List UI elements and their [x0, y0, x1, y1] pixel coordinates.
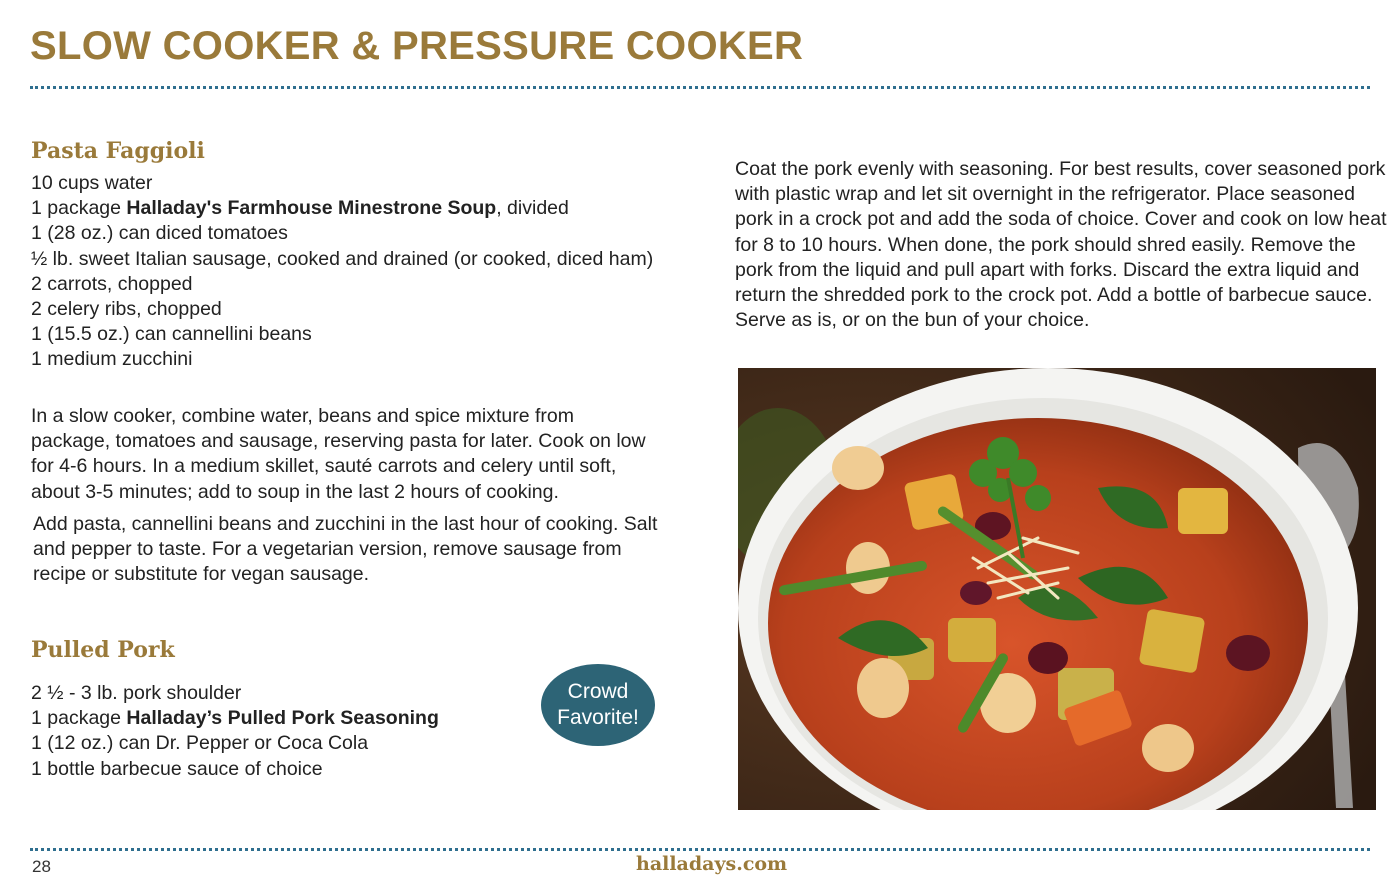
ingredient-item	[31, 706, 439, 731]
page-number: 28	[32, 857, 51, 876]
bottom-divider	[30, 848, 1370, 851]
ingredient-text: 10 cups water	[31, 172, 153, 194]
ingredient-text: 1 medium zucchini	[31, 348, 193, 371]
pasta-faggioli-directions-2: Add pasta, cannellini beans and zucchini in the last hour of cooking. Salt and pepper to taste. For a vegetarian version, remove sausage from recipe or substitute for vegan sausage.	[33, 513, 658, 586]
ingredient-item	[31, 681, 439, 706]
ingredient-text: 1 package	[31, 197, 127, 220]
page-title: SLOW COOKER & PRESSURE COOKER	[30, 24, 804, 68]
crowd-favorite-badge	[541, 664, 655, 746]
ingredient-text: 1 bottle barbecue sauce of choice	[31, 757, 323, 780]
ingredient-item	[31, 272, 653, 297]
ingredient-item	[31, 347, 653, 372]
ingredient-text-suffix: , divided	[496, 197, 569, 220]
pulled-pork-directions: Coat the pork evenly with seasoning. For best results, cover seasoned pork with plastic wrap and let sit overnight in the refrigerator. Place seasoned pork in a crock pot and add the soda of choice. Cover and cook on low heat for 8 to 10 hours. When done, the pork should shred easily. Remove the pork from the liquid and pull apart with forks. Discard the extra liquid and return the shredded pork to the crock pot. Add a bottle of barbecue sauce. Serve as is, or on the bun of your choice.	[735, 158, 1387, 332]
ingredient-item	[31, 322, 653, 347]
pulled-pork-ingredients	[31, 681, 439, 782]
pasta-faggioli-title: Pasta Faggioli	[31, 138, 205, 164]
ingredient-text: 2 carrots, chopped	[31, 272, 193, 295]
ingredient-item	[31, 196, 653, 221]
pasta-faggioli-ingredients	[31, 171, 653, 373]
top-divider	[30, 86, 1370, 89]
ingredient-text: 1 package	[31, 707, 127, 730]
badge-line-1: Crowd	[567, 680, 629, 703]
ingredient-item	[31, 221, 653, 246]
badge-line-2: Favorite!	[557, 706, 639, 729]
soup-illustration	[738, 368, 1376, 810]
ingredient-text: 2 ½ - 3 lb. pork shoulder	[31, 682, 242, 704]
ingredient-item	[31, 297, 653, 322]
ingredient-item	[31, 247, 653, 272]
ingredient-text: ½ lb. sweet Italian sausage, cooked and drained (or cooked, diced ham)	[31, 247, 654, 270]
ingredient-item	[31, 731, 439, 756]
ingredient-product-name: Halladay’s Pulled Pork Seasoning	[126, 707, 439, 730]
minestrone-soup-photo	[738, 368, 1376, 810]
ingredient-text: 1 (12 oz.) can Dr. Pepper or Coca Cola	[31, 732, 369, 755]
ingredient-item	[31, 171, 653, 196]
pulled-pork-title: Pulled Pork	[31, 637, 175, 663]
ingredient-text: 1 (15.5 oz.) can cannellini beans	[31, 323, 312, 346]
pasta-faggioli-directions-1: In a slow cooker, combine water, beans and spice mixture from package, tomatoes and sausage, reserving pasta for later. Cook on low for 4-6 hours. In a medium skillet, sauté carrots and celery until soft, about 3-5 minutes; add to soup in the last 2 hours of cooking.	[31, 405, 646, 503]
ingredient-text: 2 celery ribs, chopped	[31, 298, 222, 321]
ingredient-item	[31, 757, 439, 782]
ingredient-product-name: Halladay's Farmhouse Minestrone Soup	[126, 197, 497, 220]
ingredient-text: 1 (28 oz.) can diced tomatoes	[31, 222, 288, 245]
website-url[interactable]: halladays.com	[636, 853, 788, 875]
